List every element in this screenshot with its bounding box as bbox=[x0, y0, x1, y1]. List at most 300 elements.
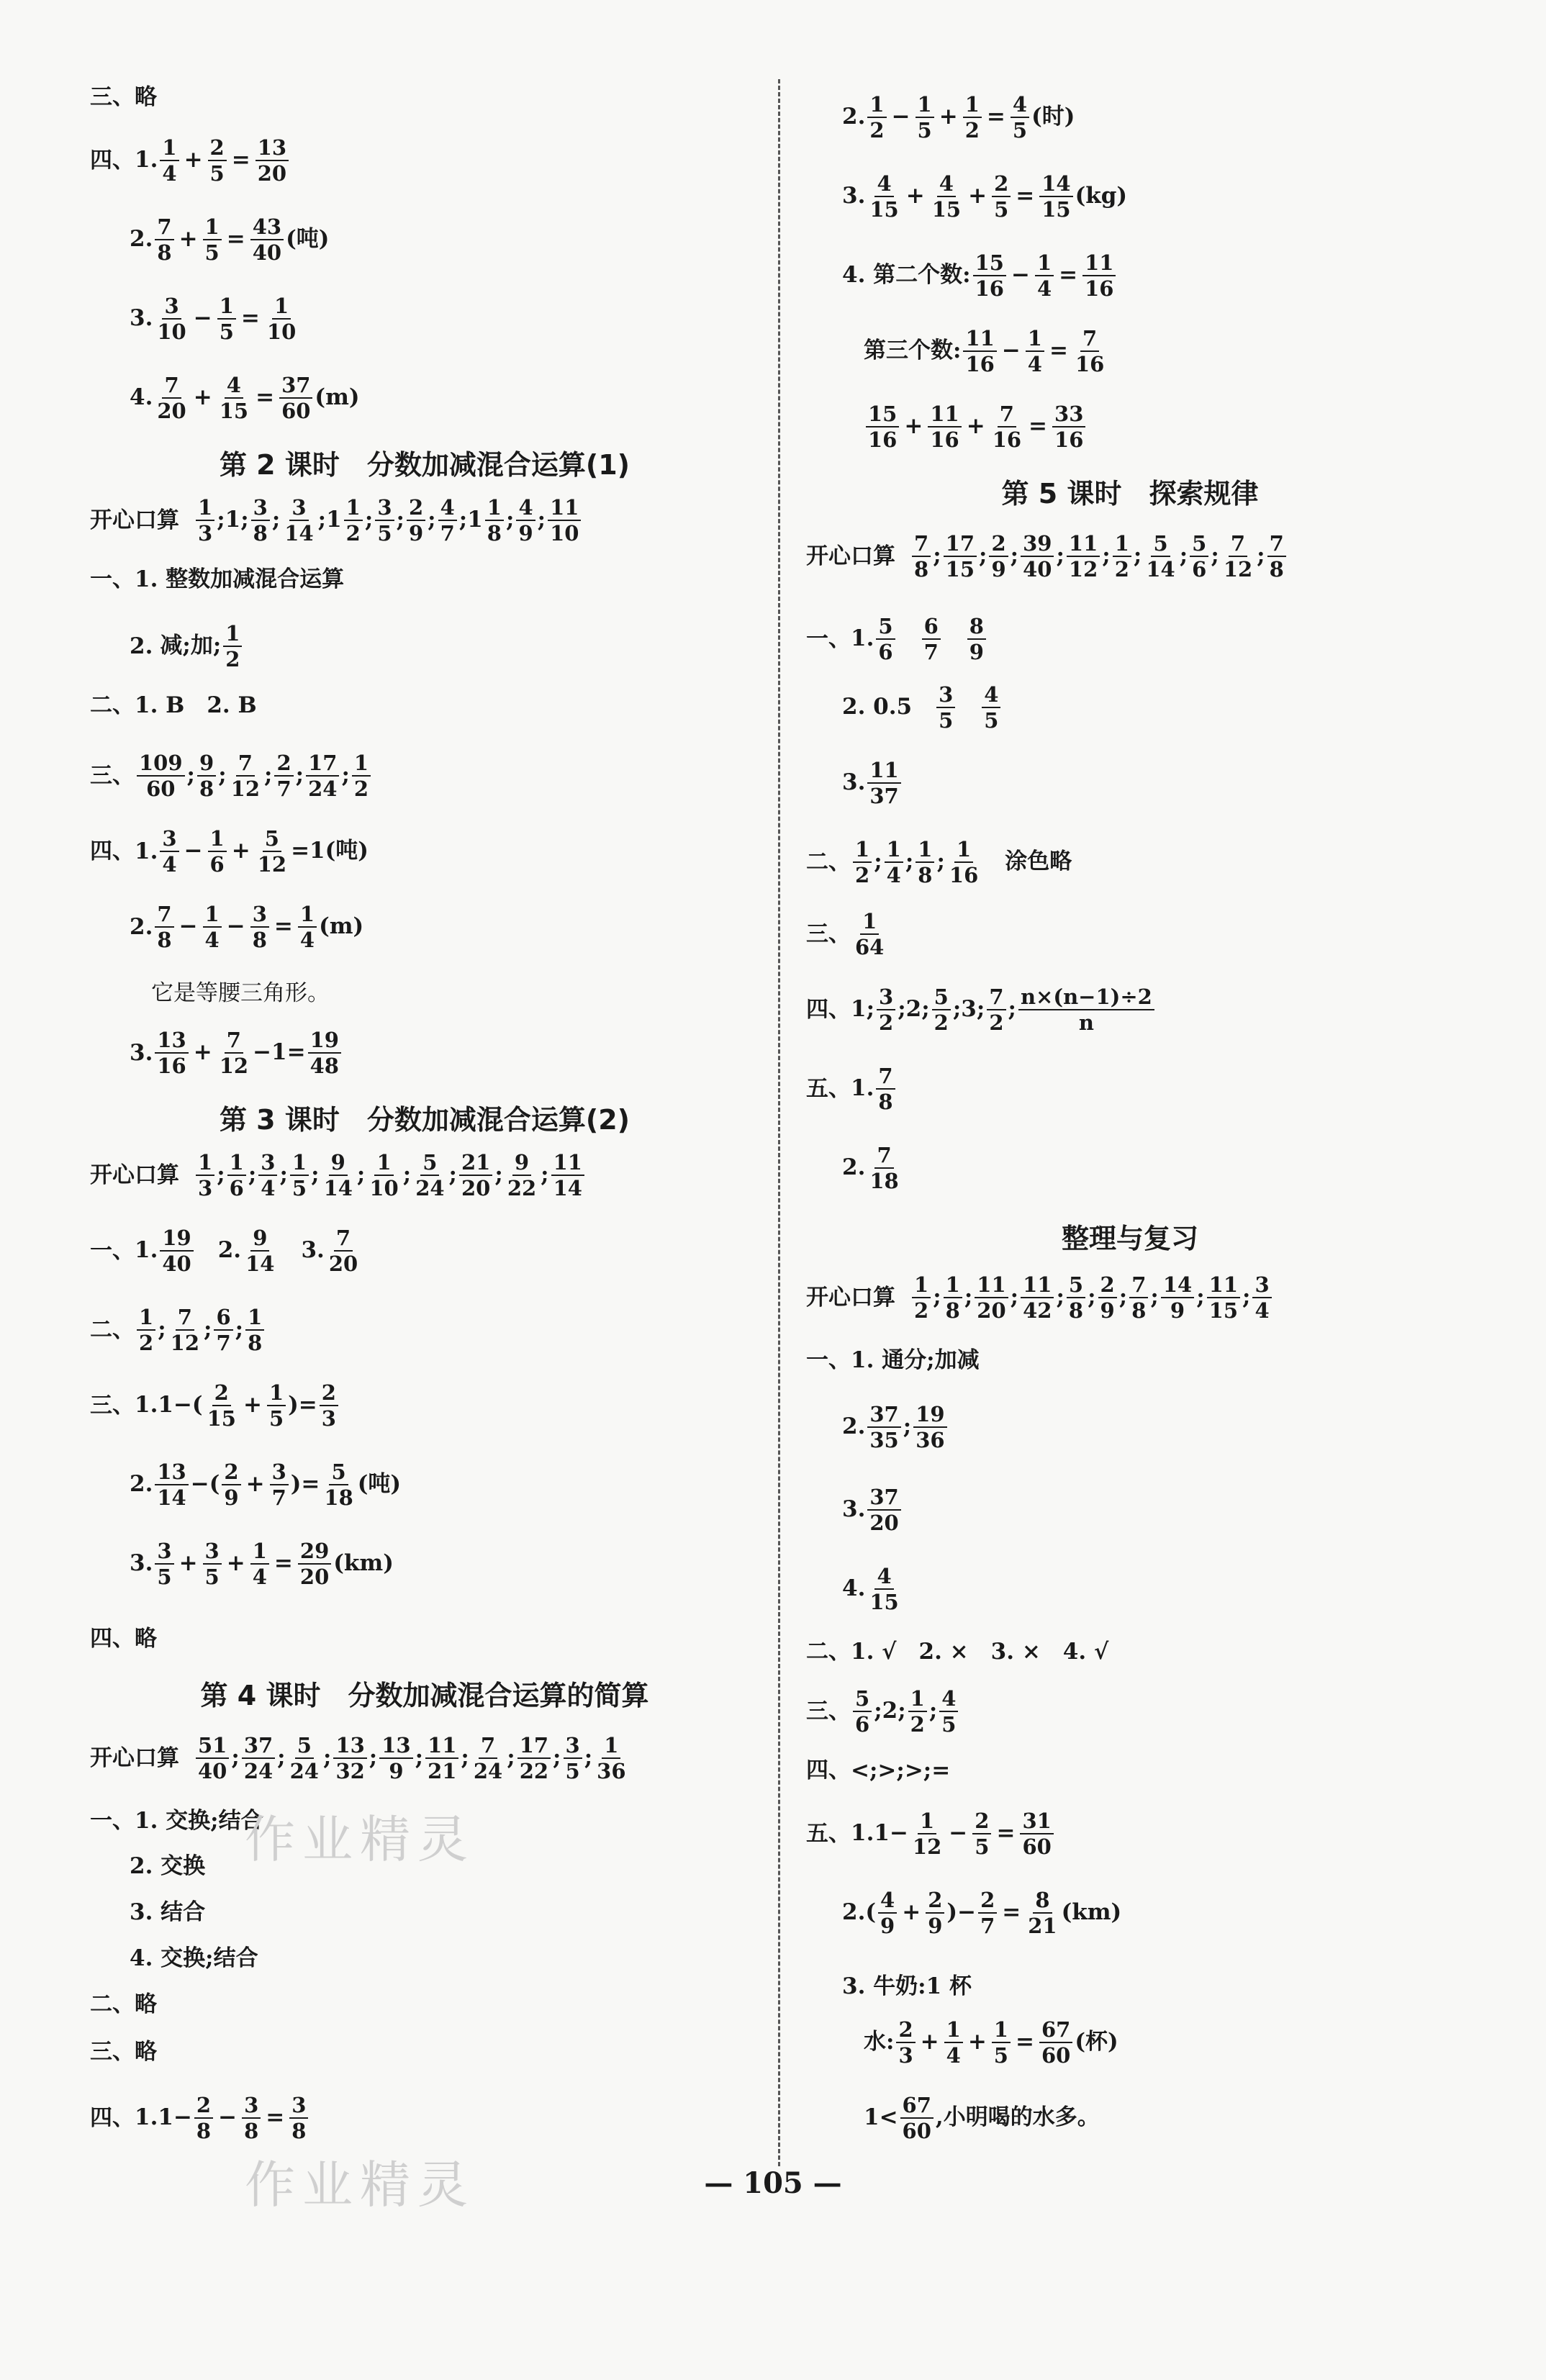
expr-text: ; bbox=[505, 506, 515, 533]
fraction: $\frac{4}{15}$ bbox=[931, 171, 962, 222]
expr-text: = bbox=[1016, 182, 1035, 209]
fraction: $\frac{5}{6}$ bbox=[876, 615, 895, 664]
expr-text: = bbox=[1029, 412, 1048, 439]
q-label: 一、 bbox=[90, 1237, 135, 1264]
fraction: $\frac{3}{8}$ bbox=[289, 2094, 308, 2143]
fraction: $\frac{9}{14}$ bbox=[245, 1226, 275, 1277]
fraction: $\frac{1}{4}$ bbox=[1035, 252, 1054, 300]
fraction: $\frac{4}{5}$ bbox=[982, 684, 1000, 732]
expr-text: + bbox=[902, 1899, 921, 1925]
expr bbox=[153, 903, 363, 951]
expr-text: ; bbox=[240, 506, 249, 533]
fraction: $\frac{9}{14}$ bbox=[323, 1150, 353, 1201]
fraction: $\frac{3}{10}$ bbox=[157, 294, 186, 345]
q-label: 一、 bbox=[806, 625, 851, 652]
expr-text: 第三个数: bbox=[864, 337, 962, 363]
expr-text: 1. bbox=[851, 625, 874, 651]
expr-text: + bbox=[243, 1391, 262, 1418]
expr-text: 1; bbox=[851, 995, 875, 1022]
fraction: $\frac{1}{8}$ bbox=[245, 1306, 264, 1354]
fraction: $\frac{2}{5}$ bbox=[208, 137, 227, 185]
expr-text: (时) bbox=[1031, 103, 1075, 130]
fraction: $\frac{2}{9}$ bbox=[1098, 1274, 1117, 1322]
expr-text: − bbox=[949, 1819, 968, 1846]
fraction: $\frac{14}{9}$ bbox=[1161, 1274, 1194, 1322]
expr-text: = bbox=[1059, 261, 1078, 288]
expr-text: ( bbox=[865, 1899, 877, 1925]
expr-text: (杯) bbox=[1075, 2028, 1118, 2055]
expr bbox=[851, 1065, 898, 1113]
fraction: $\frac{5}{18}$ bbox=[324, 1460, 353, 1511]
fraction: $\frac{3}{5}$ bbox=[375, 497, 394, 545]
fraction: $\frac{13}{16}$ bbox=[155, 1029, 188, 1077]
expr-text: (吨) bbox=[357, 1470, 402, 1497]
fraction: $\frac{1}{10}$ bbox=[369, 1150, 399, 1201]
q-label: 四、 bbox=[806, 996, 851, 1023]
fraction: $\frac{7}{12}$ bbox=[1223, 531, 1253, 582]
lesson5-title: 第 5 课时 探索规律 bbox=[1001, 478, 1259, 510]
fraction: $\frac{3}{7}$ bbox=[270, 1461, 289, 1509]
expr-text: ; bbox=[448, 1161, 457, 1187]
fraction: $\frac{3}{8}$ bbox=[251, 497, 270, 545]
fraction: $\frac{14}{15}$ bbox=[1039, 173, 1072, 221]
expr-text: (km) bbox=[333, 1549, 394, 1576]
fraction: $\frac{1}{2}$ bbox=[344, 497, 363, 545]
fraction: $\frac{11}{15}$ bbox=[1207, 1274, 1240, 1322]
expr-text: 4. 第二个数: bbox=[842, 261, 971, 288]
fraction: $\frac{2}{3}$ bbox=[320, 1382, 338, 1430]
lesson2-title: 第 2 课时 分数加减混合运算(1) bbox=[219, 449, 630, 481]
expr bbox=[135, 137, 291, 185]
q-label: 五、 bbox=[806, 1075, 851, 1102]
expr-text: ; bbox=[1242, 1283, 1251, 1310]
fraction: $\frac{31}{60}$ bbox=[1020, 1810, 1053, 1858]
expr-text: ; bbox=[369, 1744, 378, 1770]
fraction: $\frac{1}{2}$ bbox=[908, 1688, 927, 1736]
fraction: $\frac{1}{4}$ bbox=[298, 903, 317, 951]
fraction: $\frac{37}{24}$ bbox=[242, 1734, 275, 1783]
fraction: $\frac{5}{6}$ bbox=[1190, 533, 1208, 581]
expr bbox=[135, 752, 373, 800]
expr-text: 2. bbox=[842, 1899, 866, 1925]
fraction: $\frac{2}{7}$ bbox=[978, 1889, 997, 1937]
expr-text: = bbox=[226, 225, 245, 252]
fraction: $\frac{1}{8}$ bbox=[944, 1274, 962, 1322]
expr-text: + bbox=[178, 225, 198, 252]
expr-text: ; bbox=[264, 761, 273, 788]
fraction: $\frac{3}{5}$ bbox=[564, 1734, 582, 1783]
lesson4-title: 第 4 课时 分数加减混合运算的简算 bbox=[200, 1680, 649, 1711]
fraction: $\frac{1}{5}$ bbox=[203, 216, 222, 264]
expr-text: ; bbox=[218, 761, 227, 788]
fraction: $\frac{3}{4}$ bbox=[258, 1151, 277, 1200]
watermark: 作业精灵 bbox=[245, 2155, 475, 2214]
fraction: $\frac{2}{8}$ bbox=[194, 2094, 213, 2143]
fraction: $\frac{7}{8}$ bbox=[155, 216, 173, 264]
expr-text: 1−( bbox=[158, 1391, 203, 1418]
fraction: $\frac{1}{2}$ bbox=[352, 752, 371, 800]
expr-text: ;2; bbox=[898, 995, 930, 1022]
expr-text: (m) bbox=[315, 384, 360, 410]
expr-text: ; bbox=[584, 1744, 593, 1770]
fraction: $\frac{7}{8}$ bbox=[1129, 1274, 1148, 1322]
expr-text: 3. bbox=[842, 769, 866, 795]
fraction: $\frac{21}{20}$ bbox=[459, 1151, 492, 1200]
expr-text: ; bbox=[235, 1316, 244, 1342]
expr bbox=[842, 759, 903, 807]
lesson3-title: 第 3 课时 分数加减混合运算(2) bbox=[219, 1104, 630, 1136]
expr-text: ; bbox=[905, 848, 914, 874]
fraction: $\frac{67}{60}$ bbox=[900, 2094, 934, 2143]
fraction: $\frac{33}{16}$ bbox=[1052, 403, 1085, 451]
fraction: $\frac{3}{5}$ bbox=[155, 1540, 173, 1588]
expr bbox=[130, 295, 300, 343]
expr bbox=[153, 1029, 343, 1077]
mental-label: 开心口算 bbox=[806, 1284, 895, 1311]
answer-text: <;>;>;= bbox=[851, 1757, 951, 1783]
expr-text: + bbox=[245, 1470, 265, 1497]
fraction: $\frac{9}{22}$ bbox=[507, 1150, 537, 1201]
fraction: $\frac{1}{5}$ bbox=[916, 94, 934, 142]
expr-text: = bbox=[986, 103, 1005, 130]
fraction: $\frac{1}{5}$ bbox=[267, 1382, 286, 1430]
fraction: $\frac{7}{8}$ bbox=[1267, 533, 1286, 581]
expr-text: (kg) bbox=[1075, 182, 1128, 209]
expr bbox=[910, 1274, 1274, 1322]
fraction: $\frac{1}{4}$ bbox=[160, 137, 178, 185]
q-label: 五、 bbox=[806, 1820, 851, 1847]
expr-text: ; bbox=[277, 1744, 286, 1770]
mental-label: 开心口算 bbox=[806, 543, 895, 569]
expr-text: ; bbox=[1133, 542, 1142, 569]
expr bbox=[135, 1227, 362, 1275]
fraction: $\frac{43}{40}$ bbox=[250, 216, 284, 264]
expr-text: )− bbox=[946, 1899, 977, 1925]
expr-text: ; bbox=[1088, 1283, 1096, 1310]
answer-text: 1. 交换;结合 bbox=[135, 1808, 263, 1834]
expr bbox=[910, 533, 1288, 581]
expr-text: ; bbox=[295, 761, 304, 788]
fraction: $\frac{1}{2}$ bbox=[853, 838, 872, 887]
expr-text: = bbox=[266, 2104, 285, 2130]
expr-text: ; bbox=[1008, 995, 1016, 1022]
mental-label: 开心口算 bbox=[90, 1745, 179, 1771]
fraction: $\frac{1}{3}$ bbox=[196, 497, 214, 545]
q-label: 三、略 bbox=[90, 2039, 157, 2065]
expr-text: + bbox=[967, 2028, 987, 2055]
expr bbox=[842, 94, 1075, 142]
expr-text: ; bbox=[964, 1283, 973, 1310]
q-label: 二、 bbox=[90, 1316, 135, 1343]
expr bbox=[160, 623, 244, 671]
fraction: $\frac{11}{16}$ bbox=[963, 327, 996, 376]
q-label: 二、 bbox=[806, 1639, 851, 1665]
fraction: $\frac{5}{14}$ bbox=[1146, 531, 1175, 582]
expr-text: ; bbox=[217, 1161, 225, 1187]
fraction: $\frac{4}{9}$ bbox=[878, 1889, 897, 1937]
fraction: $\frac{15}{16}$ bbox=[866, 403, 899, 451]
fraction: $\frac{2}{9}$ bbox=[222, 1461, 240, 1509]
expr-text: ; bbox=[396, 506, 404, 533]
expr-text: + bbox=[193, 1039, 212, 1065]
expr-text: ; bbox=[279, 1161, 288, 1187]
answer-text: 3. 结合 bbox=[130, 1899, 206, 1925]
expr bbox=[842, 1565, 903, 1614]
expr-text: ;1 bbox=[458, 506, 483, 533]
fraction: $\frac{51}{40}$ bbox=[196, 1734, 229, 1783]
fraction: $\frac{4}{5}$ bbox=[939, 1688, 958, 1736]
expr-text: ; bbox=[1257, 542, 1265, 569]
answer-text: 3. 牛奶:1 杯 bbox=[842, 1973, 972, 1999]
expr-text: + bbox=[920, 2028, 939, 2055]
expr-text: ; bbox=[553, 1744, 561, 1770]
expr-text: 2. bbox=[842, 1413, 866, 1439]
fraction: $\frac{4}{5}$ bbox=[1011, 94, 1029, 142]
expr-text: 2. 0.5 bbox=[842, 693, 935, 720]
expr-text: ; bbox=[271, 506, 281, 533]
q-label: 一、 bbox=[90, 566, 135, 592]
answer-text: 1. 通分;加减 bbox=[851, 1347, 980, 1373]
q-label: 三、 bbox=[806, 920, 851, 947]
expr bbox=[851, 910, 888, 959]
expr-text: −( bbox=[190, 1470, 220, 1497]
expr-text: ;2; bbox=[874, 1697, 906, 1724]
expr-text: + bbox=[178, 1549, 198, 1576]
expr-text: ; bbox=[204, 1316, 212, 1342]
fraction: $\frac{1}{5}$ bbox=[992, 2019, 1011, 2067]
fraction: $\frac{1}{3}$ bbox=[196, 1151, 214, 1200]
fraction: $\frac{1}{4}$ bbox=[944, 2019, 963, 2067]
expr-text: ; bbox=[507, 1744, 515, 1770]
fraction: $\frac{1}{64}$ bbox=[855, 909, 885, 960]
q-label: 四、 bbox=[90, 838, 135, 864]
expr bbox=[130, 1461, 401, 1509]
review-title: 整理与复习 bbox=[1061, 1223, 1198, 1254]
expr-text: 水: bbox=[864, 2028, 895, 2055]
answer-text: 2. 交换 bbox=[130, 1853, 206, 1879]
fraction: $\frac{19}{48}$ bbox=[308, 1029, 341, 1077]
expr-text: 1. bbox=[135, 2104, 158, 2130]
expr-text: = bbox=[240, 304, 260, 331]
expr-text: 4. bbox=[842, 1575, 866, 1601]
fraction: $\frac{2}{3}$ bbox=[896, 2019, 915, 2067]
expr-text: = bbox=[1002, 1899, 1021, 1925]
fraction: $\frac{11}{16}$ bbox=[928, 403, 961, 451]
expr-text: 1. bbox=[851, 1074, 874, 1101]
fraction: $\frac{7}{8}$ bbox=[155, 903, 173, 951]
fraction: $\frac{109}{60}$ bbox=[137, 752, 185, 800]
fraction: $\frac{2}{9}$ bbox=[407, 497, 425, 545]
fraction: $\frac{11}{42}$ bbox=[1021, 1274, 1054, 1322]
expr bbox=[135, 1382, 340, 1430]
fraction: $\frac{5}{8}$ bbox=[1067, 1274, 1085, 1322]
fraction: $\frac{2}{5}$ bbox=[992, 173, 1011, 221]
expr-text: = bbox=[996, 1819, 1016, 1846]
expr-text: ;1 bbox=[317, 506, 342, 533]
q-label: 四、略 bbox=[90, 1626, 157, 1652]
expr-text: − bbox=[178, 913, 198, 939]
expr-text: )= bbox=[290, 1470, 320, 1497]
expr-text: )= bbox=[288, 1391, 317, 1418]
fraction: $\frac{7}{16}$ bbox=[1075, 326, 1105, 377]
expr-text: ; bbox=[158, 1316, 166, 1342]
fraction: $\frac{4}{15}$ bbox=[869, 171, 899, 222]
expr-text: = bbox=[274, 1549, 293, 1576]
fraction: $\frac{11}{20}$ bbox=[975, 1274, 1008, 1322]
fraction: $\frac{7}{24}$ bbox=[473, 1733, 503, 1784]
expr-text: ; bbox=[248, 1161, 257, 1187]
expr-text: ;1 bbox=[217, 506, 241, 533]
fraction: $\frac{1}{2}$ bbox=[1113, 533, 1131, 581]
expr bbox=[130, 374, 360, 422]
answer-no: 2. bbox=[130, 225, 153, 252]
expr-text: − bbox=[1011, 261, 1030, 288]
expr-text: 3. bbox=[842, 182, 866, 209]
expr-text: = bbox=[1015, 2028, 1034, 2055]
expr-text: 3. bbox=[842, 1496, 866, 1522]
expr-text: + bbox=[231, 837, 250, 864]
fraction: $\frac{5}{2}$ bbox=[932, 986, 951, 1034]
fraction: $\frac{17}{15}$ bbox=[944, 533, 977, 581]
expr-text: 2. bbox=[195, 1236, 242, 1263]
expr-text: − bbox=[218, 2104, 238, 2130]
expr-text: = bbox=[231, 146, 250, 173]
expr-text: (m) bbox=[319, 913, 364, 939]
fraction: $\frac{11}{14}$ bbox=[551, 1151, 584, 1200]
expr bbox=[842, 1403, 949, 1452]
expr bbox=[842, 1486, 903, 1534]
fraction: $\frac{7}{18}$ bbox=[869, 1143, 899, 1194]
expr bbox=[194, 1734, 630, 1783]
answer-text: 1. √ 2. × 3. × 4. √ bbox=[851, 1639, 1109, 1665]
expr-text: ; bbox=[541, 1161, 549, 1187]
fraction: $\frac{19}{36}$ bbox=[913, 1403, 946, 1452]
expr-text: 1. bbox=[135, 1236, 158, 1263]
expr-text: 减;加; bbox=[160, 632, 222, 659]
fraction: $\frac{5}{24}$ bbox=[289, 1733, 319, 1784]
fraction: $\frac{1}{8}$ bbox=[485, 497, 504, 545]
page-number: — 105 — bbox=[704, 2166, 842, 2200]
expr bbox=[851, 838, 1072, 887]
expr bbox=[135, 2094, 310, 2143]
fraction: $\frac{8}{21}$ bbox=[1028, 1888, 1057, 1939]
expr-text: + bbox=[966, 412, 985, 439]
fraction: $\frac{13}{14}$ bbox=[155, 1461, 188, 1509]
fraction: $\frac{2}{7}$ bbox=[274, 752, 293, 800]
expr bbox=[842, 684, 1003, 732]
fraction: $\frac{1}{6}$ bbox=[227, 1151, 246, 1200]
fraction: $\frac{6}{7}$ bbox=[922, 615, 941, 664]
expr-text: ; bbox=[936, 848, 945, 874]
fraction: $\frac{37}{20}$ bbox=[867, 1486, 900, 1534]
q-label: 三、 bbox=[90, 762, 135, 789]
fraction: $\frac{7}{16}$ bbox=[992, 402, 1022, 453]
expr bbox=[864, 327, 1108, 376]
fraction: $\frac{39}{40}$ bbox=[1021, 533, 1054, 581]
expr-text: ; bbox=[1118, 1283, 1128, 1310]
fraction: $\frac{5}{6}$ bbox=[853, 1688, 872, 1736]
expr-text: ,小明喝的水多。 bbox=[935, 2104, 1100, 2130]
expr-text: ; bbox=[341, 761, 350, 788]
fraction: $\frac{1}{2}$ bbox=[963, 94, 982, 142]
expr-text: ; bbox=[231, 1744, 240, 1770]
fraction: $\frac{1}{2}$ bbox=[867, 94, 886, 142]
fraction: $\frac{4}{15}$ bbox=[869, 1564, 899, 1615]
expr-text: 涂色略 bbox=[982, 848, 1072, 874]
fraction: $\frac{3}{4}$ bbox=[160, 828, 178, 876]
expr-text: ; bbox=[933, 542, 941, 569]
fraction: $\frac{17}{24}$ bbox=[306, 752, 339, 800]
expr-text: 1− bbox=[874, 1819, 908, 1846]
expr-text: 2. bbox=[842, 1154, 866, 1180]
expr bbox=[842, 173, 1127, 221]
s2-label: 四、 bbox=[90, 147, 135, 173]
fraction: $\frac{15}{16}$ bbox=[973, 252, 1006, 300]
expr-text: ; bbox=[1010, 542, 1019, 569]
expr-text: ; bbox=[537, 506, 546, 533]
fraction: $\frac{2}{9}$ bbox=[926, 1889, 944, 1937]
fraction: $\frac{3}{8}$ bbox=[250, 903, 269, 951]
column-divider bbox=[778, 79, 780, 2166]
fraction: $\frac{1}{12}$ bbox=[912, 1809, 942, 1860]
expr-text: − bbox=[193, 304, 212, 331]
expr-text: − bbox=[891, 103, 910, 130]
expr-text: 3. bbox=[130, 1549, 153, 1576]
expr bbox=[864, 2094, 1100, 2143]
expr-text: + bbox=[968, 182, 987, 209]
expr-text: ; bbox=[979, 542, 987, 569]
fraction: $\frac{7}{2}$ bbox=[987, 986, 1005, 1034]
q-label: 二、 bbox=[806, 849, 851, 875]
q-label: 三、 bbox=[806, 1698, 851, 1724]
fraction: $\frac{1}{16}$ bbox=[949, 837, 979, 888]
q-label: 四、 bbox=[806, 1757, 851, 1783]
expr bbox=[851, 615, 988, 664]
expr-text: =1(吨) bbox=[291, 837, 369, 864]
fraction: $\frac{2}{5}$ bbox=[972, 1810, 991, 1858]
fraction: $\frac{1}{4}$ bbox=[1026, 327, 1044, 376]
fraction: $\frac{1}{2}$ bbox=[137, 1306, 155, 1354]
expr bbox=[851, 1688, 960, 1736]
fraction: $\frac{5}{12}$ bbox=[257, 826, 287, 877]
expr-text: ; bbox=[1056, 1283, 1064, 1310]
fraction: $\frac{4}{7}$ bbox=[438, 497, 457, 545]
fraction: $\frac{7}{12}$ bbox=[170, 1305, 199, 1356]
fraction: $\frac{3}{8}$ bbox=[242, 2094, 261, 2143]
expr bbox=[864, 2019, 1118, 2067]
fraction: $\frac{3}{5}$ bbox=[203, 1540, 222, 1588]
expr-text: + bbox=[905, 182, 925, 209]
expr-text: ; bbox=[494, 1161, 503, 1187]
expr-text: ; bbox=[402, 1161, 412, 1187]
mental-label: 开心口算 bbox=[90, 507, 179, 533]
q-label: 三、 bbox=[90, 1392, 135, 1419]
expr-text: ; bbox=[311, 1161, 320, 1187]
q-label: 一、 bbox=[806, 1347, 851, 1373]
expr-text: ; bbox=[903, 1413, 912, 1439]
fraction: $\frac{3}{14}$ bbox=[284, 495, 314, 546]
fraction: $\frac{4}{15}$ bbox=[219, 373, 249, 424]
expr-text: ; bbox=[1150, 1283, 1159, 1310]
expr-text: 1. bbox=[851, 1819, 874, 1846]
expr-text: ; bbox=[933, 1283, 941, 1310]
expr-text: ; bbox=[415, 1744, 424, 1770]
expr-text: (km) bbox=[1061, 1899, 1122, 1925]
fraction: $\frac{8}{9}$ bbox=[967, 615, 986, 664]
fraction: $\frac{3}{5}$ bbox=[936, 684, 955, 732]
expr-text: ; bbox=[928, 1697, 938, 1724]
expr-text: (吨) bbox=[286, 225, 330, 252]
